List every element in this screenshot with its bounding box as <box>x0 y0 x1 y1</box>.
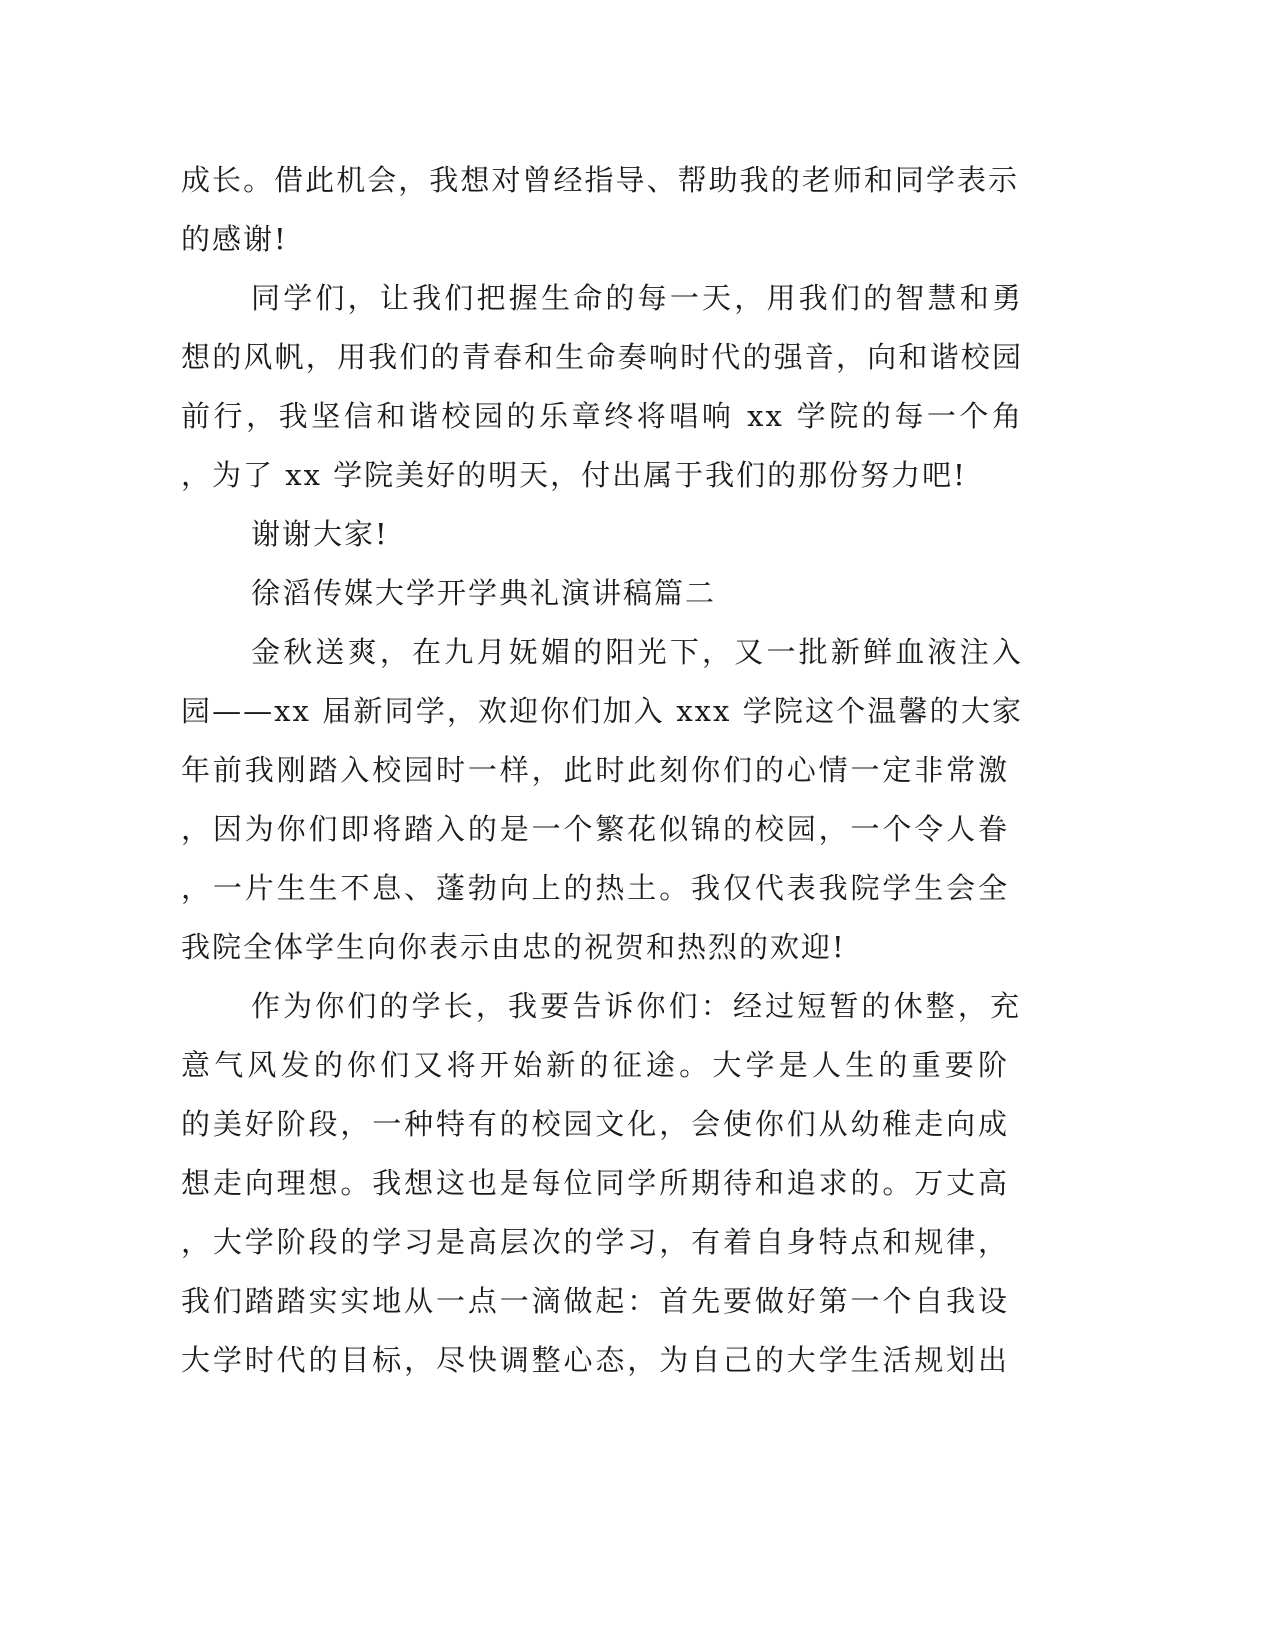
text-line: 我院全体学生向你表示由忠的祝贺和热烈的欢迎! <box>181 930 846 964</box>
text-line: 的美好阶段，一种特有的校园文化，会使你们从幼稚走向成 <box>181 1107 1009 1141</box>
text-line: 意气风发的你们又将开始新的征途。大学是人生的重要阶 <box>181 1048 1009 1082</box>
paragraph-first-line: 谢谢大家! <box>251 517 389 551</box>
paragraph-first-line: 金秋送爽，在九月妩媚的阳光下，又一批新鲜血液注入 <box>251 635 1023 669</box>
section-heading: 徐滔传媒大学开学典礼演讲稿篇二 <box>251 576 717 610</box>
text-line: 园——xx 届新同学，欢迎你们加入 xxx 学院这个温馨的大家 <box>181 694 1023 728</box>
text-line: ，为了 xx 学院美好的明天，付出属于我们的那份努力吧! <box>181 458 967 492</box>
text-line: ，因为你们即将踏入的是一个繁花似锦的校园，一个令人眷 <box>181 812 1009 846</box>
paragraph-first-line: 同学们，让我们把握生命的每一天，用我们的智慧和勇 <box>251 281 1023 315</box>
text-line: 前行，我坚信和谐校园的乐章终将唱响 xx 学院的每一个角 <box>181 399 1023 433</box>
text-line: 想的风帆，用我们的青春和生命奏响时代的强音，向和谐校园 <box>181 340 1023 374</box>
text-line: 的感谢! <box>181 222 288 256</box>
text-line: 大学时代的目标，尽快调整心态，为自己的大学生活规划出 <box>181 1343 1009 1377</box>
text-line: 我们踏踏实实地从一点一滴做起：首先要做好第一个自我设 <box>181 1284 1009 1318</box>
text-line: ，一片生生不息、蓬勃向上的热土。我仅代表我院学生会全 <box>181 871 1009 905</box>
paragraph-first-line: 作为你们的学长，我要告诉你们：经过短暂的休整，充 <box>251 989 1021 1023</box>
text-line: 成长。借此机会，我想对曾经指导、帮助我的老师和同学表示 <box>181 163 1019 197</box>
text-line: 想走向理想。我想这也是每位同学所期待和追求的。万丈高 <box>181 1166 1009 1200</box>
text-line: 年前我刚踏入校园时一样，此时此刻你们的心情一定非常激 <box>181 753 1009 787</box>
text-line: ，大学阶段的学习是高层次的学习，有着自身特点和规律， <box>181 1225 1009 1259</box>
